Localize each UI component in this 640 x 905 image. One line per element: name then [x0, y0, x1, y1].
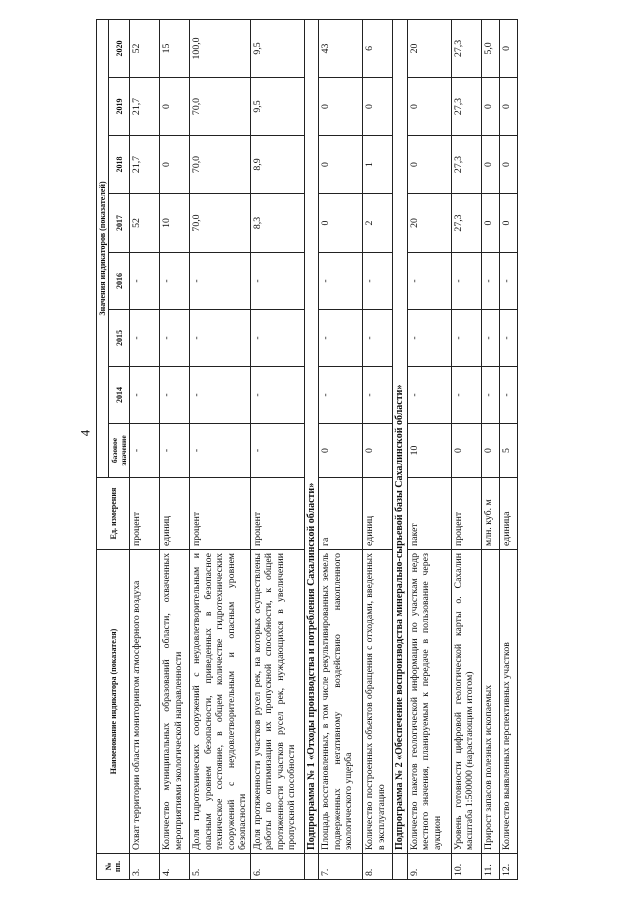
table-row [160, 19, 190, 879]
year-value: 9,5 [250, 19, 304, 77]
header-year: 2014 [109, 367, 130, 424]
year-value: 0 [319, 78, 363, 136]
unit-cell: единиц [363, 478, 393, 550]
table-row [130, 19, 160, 879]
row-number: 4. [160, 854, 190, 880]
year-value: 21,7 [130, 78, 160, 136]
table-body [130, 19, 518, 879]
year-value: - [481, 253, 499, 310]
year-value: - [319, 253, 363, 310]
table-row [481, 19, 499, 879]
year-value: 2 [363, 194, 393, 253]
base-value: 5 [499, 424, 517, 478]
base-value: - [160, 424, 190, 478]
base-value: - [130, 424, 160, 478]
subprogram-title: Подпрограмма № 2 «Обеспечение воспроизводства минерально-сырьевой базы Сахалинской области» [393, 19, 408, 853]
subprogram-title: Подпрограмма № 1 «Отходы производства и потребления Сахалинской области» [304, 19, 319, 853]
subprogram-row [304, 19, 319, 879]
year-value: 43 [319, 19, 363, 77]
header-base: базовое значение [109, 424, 130, 478]
year-value: 5,0 [481, 19, 499, 77]
row-number: 3. [130, 854, 160, 880]
header-row-1 [97, 19, 109, 879]
year-value: 0 [160, 78, 190, 136]
table-row [451, 19, 481, 879]
base-value: - [250, 424, 304, 478]
table-row [319, 19, 363, 879]
header-year: 2020 [109, 19, 130, 77]
year-value: - [363, 253, 393, 310]
unit-cell: процент [250, 478, 304, 550]
indicators-table [96, 19, 518, 880]
header-year: 2019 [109, 78, 130, 136]
indicator-name: Площадь восстановленных, в том числе рекультивированных земель подверженных негативному воздействию накопленного экологического ущерба [319, 550, 363, 854]
row-number: 11. [481, 854, 499, 880]
year-value: - [160, 253, 190, 310]
year-value: - [499, 367, 517, 424]
unit-cell: процент [130, 478, 160, 550]
year-value: 70,0 [190, 194, 251, 253]
indicator-name: Количество построенных объектов обращения с отходами, введенных в эксплуатацию [363, 550, 393, 854]
unit-cell: единиц [160, 478, 190, 550]
year-value: 52 [130, 194, 160, 253]
year-value: 15 [160, 19, 190, 77]
year-value: 27,3 [451, 194, 481, 253]
year-value: 0 [499, 136, 517, 194]
unit-cell: процент [451, 478, 481, 550]
row-number: 9. [407, 854, 451, 880]
header-name: Наименование индикатора (показателя) [97, 550, 130, 854]
row-number: 6. [250, 854, 304, 880]
indicator-name: Прирост запасов полезных ископаемых [481, 550, 499, 854]
unit-cell: процент [190, 478, 251, 550]
table-cell [304, 854, 319, 880]
year-value: - [250, 310, 304, 367]
year-value: - [190, 310, 251, 367]
year-value: - [130, 367, 160, 424]
year-value: - [319, 367, 363, 424]
base-value: 0 [363, 424, 393, 478]
header-year: 2015 [109, 310, 130, 367]
year-value: - [160, 367, 190, 424]
year-value: - [319, 310, 363, 367]
row-number: 5. [190, 854, 251, 880]
year-value: 6 [363, 19, 393, 77]
header-num: № пп. [97, 854, 130, 880]
year-value: 8,9 [250, 136, 304, 194]
indicator-name: Доля протяженности участков русел рек, на которых осуществлены работы по оптимизации их пропускной способности, к общей протяженности участков русел рек, нуждающихся в увеличении пропускной способности [250, 550, 304, 854]
year-value: 0 [499, 19, 517, 77]
year-value: 27,3 [451, 19, 481, 77]
year-value: 0 [319, 136, 363, 194]
year-value: 0 [499, 78, 517, 136]
table-row [499, 19, 517, 879]
unit-cell: единица [499, 478, 517, 550]
year-value: 0 [407, 136, 451, 194]
indicator-name: Количество муниципальных образований области, охваченных мероприятиями экологической направленности [160, 550, 190, 854]
year-value: - [250, 367, 304, 424]
year-value: 0 [319, 194, 363, 253]
unit-cell: пакет [407, 478, 451, 550]
year-value: 10 [160, 194, 190, 253]
year-value: - [160, 310, 190, 367]
year-value: - [250, 253, 304, 310]
year-value: 8,3 [250, 194, 304, 253]
year-value: - [130, 253, 160, 310]
unit-cell: га [319, 478, 363, 550]
header-year: 2016 [109, 253, 130, 310]
year-value: - [499, 253, 517, 310]
year-value: 20 [407, 19, 451, 77]
table-cell [393, 854, 408, 880]
table-row [250, 19, 304, 879]
rotated-table-container [96, 20, 526, 880]
year-value: 52 [130, 19, 160, 77]
base-value: - [190, 424, 251, 478]
row-number: 10. [451, 854, 481, 880]
year-value: - [363, 367, 393, 424]
table-row [190, 19, 251, 879]
year-value: - [190, 367, 251, 424]
year-value: - [407, 253, 451, 310]
table-row [407, 19, 451, 879]
base-value: 10 [407, 424, 451, 478]
year-value: - [407, 367, 451, 424]
year-value: 1 [363, 136, 393, 194]
year-value: 0 [481, 194, 499, 253]
row-number: 8. [363, 854, 393, 880]
year-value: 70,0 [190, 136, 251, 194]
year-value: 70,0 [190, 78, 251, 136]
header-unit: Ед. измерения [97, 478, 130, 550]
year-value: 27,3 [451, 78, 481, 136]
year-value: - [451, 253, 481, 310]
indicator-name: Охват территории области мониторингом атмосферного воздуха [130, 550, 160, 854]
indicator-name: Количество выявленных перспективных участков [499, 550, 517, 854]
year-value: 0 [499, 194, 517, 253]
year-value: - [451, 367, 481, 424]
unit-cell: млн. куб. м [481, 478, 499, 550]
base-value: 0 [319, 424, 363, 478]
year-value: 0 [363, 78, 393, 136]
year-value: 0 [481, 78, 499, 136]
year-value: - [130, 310, 160, 367]
year-value: 100,0 [190, 19, 251, 77]
year-value: 9,5 [250, 78, 304, 136]
year-value: - [499, 310, 517, 367]
year-value: 0 [407, 78, 451, 136]
year-value: - [481, 310, 499, 367]
year-value: - [481, 367, 499, 424]
table-row [363, 19, 393, 879]
base-value: 0 [451, 424, 481, 478]
header-year: 2018 [109, 136, 130, 194]
subprogram-row [393, 19, 408, 879]
year-value: 20 [407, 194, 451, 253]
indicator-name: Уровень готовности цифровой геологической карты о. Сахалин масштаба 1:500000 (нарастающим итогом) [451, 550, 481, 854]
year-value: - [190, 253, 251, 310]
page-number: 4 [77, 429, 93, 437]
year-value: - [407, 310, 451, 367]
year-value: 0 [481, 136, 499, 194]
header-values-group: Значения индикаторов (показателей) [97, 19, 109, 477]
base-value: 0 [481, 424, 499, 478]
indicator-name: Доля гидротехнических сооружений с неудовлетворительным и опасным уровнем безопасности, приведенных в безопасное техническое состояние, в общем количестве гидротехнических сооружений с неудовлетворительным и опасным уровнем безопасности [190, 550, 251, 854]
year-value: - [451, 310, 481, 367]
year-value: 0 [160, 136, 190, 194]
year-value: 27,3 [451, 136, 481, 194]
year-value: - [363, 310, 393, 367]
row-number: 12. [499, 854, 517, 880]
year-value: 21,7 [130, 136, 160, 194]
row-number: 7. [319, 854, 363, 880]
header-year: 2017 [109, 194, 130, 253]
indicator-name: Количество пакетов геологической информации по участкам недр местного значения, планируемым к передаче в пользование через аукцион [407, 550, 451, 854]
